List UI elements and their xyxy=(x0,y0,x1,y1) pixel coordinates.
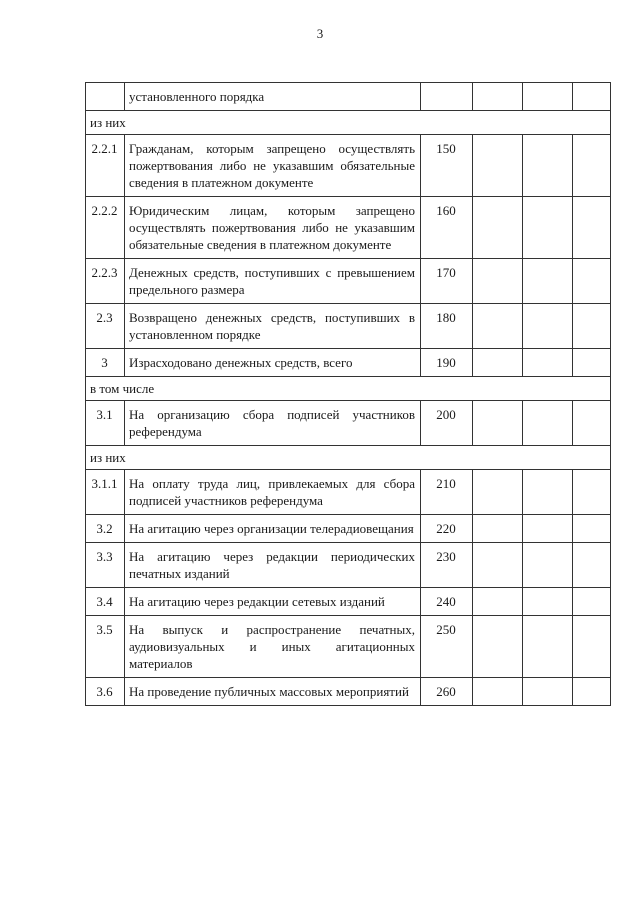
amount-cell xyxy=(473,259,523,304)
amount-cell xyxy=(473,470,523,515)
row-number-cell: 2.2.2 xyxy=(86,197,125,259)
section-label: из них xyxy=(86,446,611,470)
amount-cell xyxy=(523,515,573,543)
row-number-cell: 3.1.1 xyxy=(86,470,125,515)
amount-cell xyxy=(573,304,611,349)
section-separator-row xyxy=(86,446,611,470)
amount-cell xyxy=(573,401,611,446)
page-number: 3 xyxy=(316,26,324,41)
table-row xyxy=(86,470,611,515)
amount-cell xyxy=(473,349,523,377)
amount-cell xyxy=(523,543,573,588)
row-number-cell: 3.4 xyxy=(86,588,125,616)
table-row xyxy=(86,304,611,349)
row-code-cell: 240 xyxy=(421,588,473,616)
row-number-cell: 3.6 xyxy=(86,678,125,706)
row-code-cell: 260 xyxy=(421,678,473,706)
table-row xyxy=(86,543,611,588)
amount-cell xyxy=(573,197,611,259)
amount-cell xyxy=(473,678,523,706)
row-description-cell: На выпуск и распространение печатных, аудиовизуальных и иных агитационных материалов xyxy=(125,616,421,678)
amount-cell xyxy=(473,616,523,678)
amount-cell xyxy=(523,401,573,446)
row-number-cell: 3 xyxy=(86,349,125,377)
amount-cell xyxy=(573,349,611,377)
row-description-cell: На оплату труда лиц, привлекаемых для сбора подписей участников референдума xyxy=(125,470,421,515)
amount-cell xyxy=(523,678,573,706)
table-row xyxy=(86,259,611,304)
table-row xyxy=(86,678,611,706)
amount-cell xyxy=(523,83,573,111)
amount-cell xyxy=(473,515,523,543)
row-code-cell: 250 xyxy=(421,616,473,678)
row-number-cell: 2.2.3 xyxy=(86,259,125,304)
row-description-cell: Возвращено денежных средств, поступивших в установленном порядке xyxy=(125,304,421,349)
row-description-cell: На проведение публичных массовых мероприятий xyxy=(125,678,421,706)
amount-cell xyxy=(573,259,611,304)
table-row xyxy=(86,135,611,197)
row-description-cell: На агитацию через редакции сетевых изданий xyxy=(125,588,421,616)
row-code-cell: 210 xyxy=(421,470,473,515)
row-number-cell: 3.3 xyxy=(86,543,125,588)
table-row xyxy=(86,515,611,543)
row-code-cell: 160 xyxy=(421,197,473,259)
amount-cell xyxy=(523,259,573,304)
row-description-cell: Израсходовано денежных средств, всего xyxy=(125,349,421,377)
row-code-cell: 150 xyxy=(421,135,473,197)
amount-cell xyxy=(473,588,523,616)
amount-cell xyxy=(473,543,523,588)
amount-cell xyxy=(573,616,611,678)
table-row xyxy=(86,349,611,377)
row-number-cell: 2.3 xyxy=(86,304,125,349)
amount-cell xyxy=(473,401,523,446)
row-description-cell: Гражданам, которым запрещено осуществлять пожертвования либо не указавшим обязательные сведения в платежном документе xyxy=(125,135,421,197)
row-description-cell: установленного порядка xyxy=(125,83,421,111)
table-row xyxy=(86,197,611,259)
table-row xyxy=(86,83,611,111)
amount-cell xyxy=(473,197,523,259)
row-description-cell: Юридическим лицам, которым запрещено осуществлять пожертвования либо не указавшим обязательные сведения в платежном документе xyxy=(125,197,421,259)
amount-cell xyxy=(523,135,573,197)
amount-cell xyxy=(573,83,611,111)
row-code-cell: 220 xyxy=(421,515,473,543)
amount-cell xyxy=(573,543,611,588)
amount-cell xyxy=(523,349,573,377)
table-row xyxy=(86,401,611,446)
row-number-cell xyxy=(86,83,125,111)
table-row xyxy=(86,616,611,678)
row-description-cell: На агитацию через организации телерадиовещания xyxy=(125,515,421,543)
row-code-cell: 200 xyxy=(421,401,473,446)
amount-cell xyxy=(523,197,573,259)
amount-cell xyxy=(573,588,611,616)
amount-cell xyxy=(573,470,611,515)
row-number-cell: 3.1 xyxy=(86,401,125,446)
row-description-cell: На организацию сбора подписей участников референдума xyxy=(125,401,421,446)
amount-cell xyxy=(473,135,523,197)
section-separator-row xyxy=(86,377,611,401)
row-description-cell: На агитацию через редакции периодических печатных изданий xyxy=(125,543,421,588)
row-number-cell: 3.5 xyxy=(86,616,125,678)
section-label: в том числе xyxy=(86,377,611,401)
amount-cell xyxy=(523,304,573,349)
amount-cell xyxy=(473,304,523,349)
section-label: из них xyxy=(86,111,611,135)
financial-report-table xyxy=(85,82,611,706)
row-description-cell: Денежных средств, поступивших с превышением предельного размера xyxy=(125,259,421,304)
row-number-cell: 2.2.1 xyxy=(86,135,125,197)
amount-cell xyxy=(523,470,573,515)
amount-cell xyxy=(573,515,611,543)
amount-cell xyxy=(523,588,573,616)
amount-cell xyxy=(573,678,611,706)
row-number-cell: 3.2 xyxy=(86,515,125,543)
section-separator-row xyxy=(86,111,611,135)
row-code-cell: 180 xyxy=(421,304,473,349)
table-row xyxy=(86,588,611,616)
amount-cell xyxy=(573,135,611,197)
amount-cell xyxy=(523,616,573,678)
amount-cell xyxy=(473,83,523,111)
row-code-cell xyxy=(421,83,473,111)
row-code-cell: 170 xyxy=(421,259,473,304)
row-code-cell: 230 xyxy=(421,543,473,588)
row-code-cell: 190 xyxy=(421,349,473,377)
